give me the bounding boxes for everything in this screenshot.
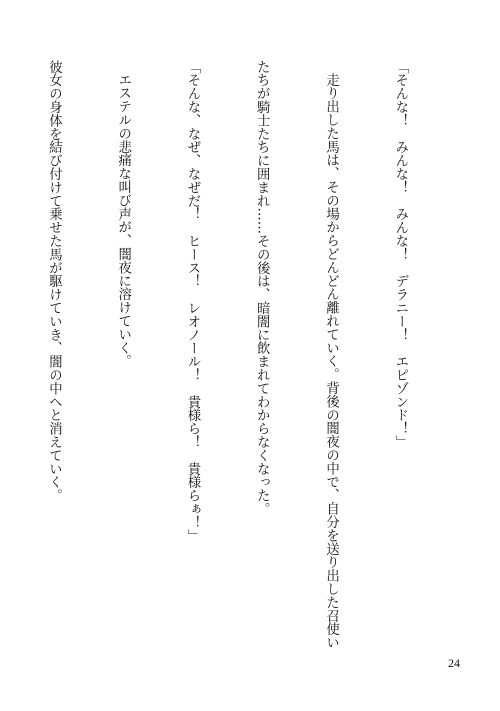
text-line-5: エステルの悲痛な叫び声が、闇夜に溶けていく。: [115, 73, 131, 369]
vertical-text-body: [0, 60, 458, 660]
text-line-4: 「そんな、なぜ、なぜだ！ ヒース！ レオノール！ 貴様ら！ 貴様らぁ！」: [184, 60, 200, 543]
text-line-1: 「そんな！ みんな！ みんな！ デラニー！ エピゾンド！」: [392, 60, 408, 449]
text-line-3: たちが騎士たちに囲まれ……その後は、暗闇に飲まれてわからなくなった。: [254, 60, 270, 516]
text-line-2: 走り出した馬は、その場からどんどん離れていく。背後の闇夜の中で、自分を送り出した召使い: [323, 73, 339, 650]
text-line-6: 彼女の身体を結び付けて乗せた馬が駆けていき、闇の中へと消えていく。: [46, 60, 62, 503]
page-number: 24: [448, 656, 460, 670]
